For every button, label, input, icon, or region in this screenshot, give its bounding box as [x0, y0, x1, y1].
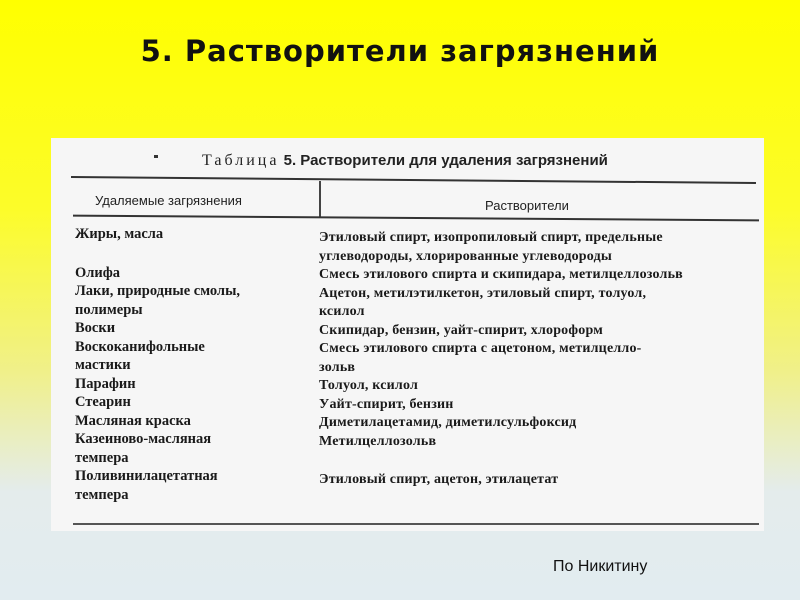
solvent-line: Ацетон, метилэтилкетон, этиловый спирт, толуол,	[319, 285, 647, 301]
table-bottom-rule	[73, 523, 759, 525]
contaminant-line: Жиры, масла	[75, 226, 164, 242]
contaminant-line: Поливинилацетатная	[75, 468, 218, 484]
contaminant-line: Казеиново-масляная	[75, 431, 212, 447]
scan-speck	[154, 155, 158, 158]
solvent-line: Метилцеллозольв	[319, 433, 437, 449]
contaminant-line: Олифа	[75, 264, 121, 281]
solvent-line: углеводороды, хлорированные углеводороды	[319, 248, 612, 264]
solvent-line: ксилол	[319, 304, 365, 319]
table-column-divider	[319, 181, 321, 217]
contaminant-line: полимеры	[75, 301, 143, 318]
table-top-rule	[71, 176, 756, 184]
scanned-table-image	[51, 138, 764, 531]
solvent-line: Диметилацетамид, диметилсульфоксид	[319, 415, 577, 430]
table-header-rule	[73, 215, 759, 222]
solvent-line: зольв	[319, 359, 356, 375]
header-solvents: Растворители	[485, 198, 569, 213]
solvent-line: Толуол, ксилол	[319, 378, 419, 393]
contaminant-line: Масляная краска	[75, 412, 191, 429]
contaminant-line: темпера	[75, 486, 129, 503]
solvent-line: Этиловый спирт, изопропиловый спирт, предельные	[319, 230, 663, 245]
solvent-line: Смесь этилового спирта с ацетоном, метилцелло-	[319, 341, 642, 356]
table-caption-prefix: Таблица	[202, 152, 280, 169]
solvent-line: Скипидар, бензин, уайт-спирит, хлороформ	[319, 322, 603, 338]
contaminant-line: мастики	[75, 357, 131, 373]
contaminant-line: темпера	[75, 449, 129, 466]
solvent-line: Смесь этилового спирта и скипидара, метилцеллозольв	[319, 267, 683, 282]
contaminant-line: Воски	[75, 320, 116, 336]
contaminant-line: Стеарин	[75, 394, 131, 410]
contaminants-column	[75, 225, 295, 504]
table-caption-text: 5. Растворители для удаления загрязнений	[283, 152, 608, 169]
table-caption	[202, 152, 608, 170]
contaminant-line: Лаки, природные смолы,	[75, 283, 241, 299]
source-credit: По Никитину	[553, 558, 648, 575]
solvent-line: Этиловый спирт, ацетон, этилацетат	[319, 472, 559, 487]
contaminant-line: Парафин	[75, 375, 136, 392]
solvents-column	[319, 229, 759, 490]
contaminant-line: Воскоканифольные	[75, 338, 205, 355]
solvent-line: Уайт-спирит, бензин	[319, 396, 454, 412]
header-removed-contaminants: Удаляемые загрязнения	[95, 193, 242, 208]
slide-title: 5. Растворители загрязнений	[140, 34, 660, 68]
